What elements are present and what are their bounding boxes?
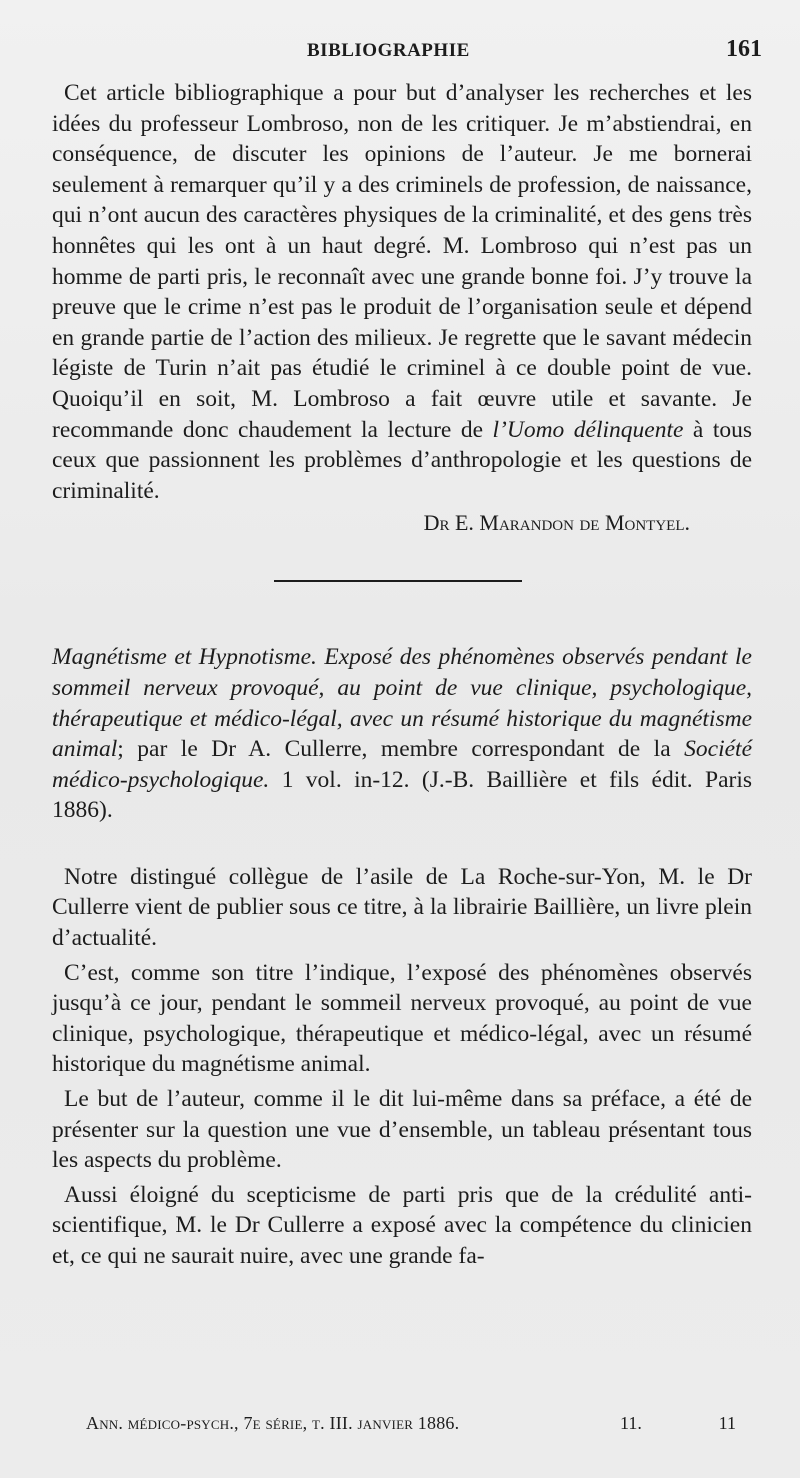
section-divider <box>274 580 522 582</box>
running-title: BIBLIOGRAPHIE <box>307 40 470 61</box>
signature-mark: 11. <box>620 1413 642 1433</box>
paragraph: Notre distingué collègue de l’asile de La Roche-sur-Yon, M. le Dr Cullerre vient de publier sous ce titre, à la librairie Baillière, un livre plein d’actualité. <box>52 863 752 952</box>
paragraph-text-end: à tous ceux que passionnent les problèmes d’anthropologie et les questions de criminalité. <box>52 416 752 504</box>
paragraph-text: Cet article bibliographique a pour but d’analyser les recherches et les idées du professeur Lombroso, non de les critiquer. Je m’abstiendrai, en conséquence, de discuter les opinions de l’auteur. Je me bornerai seulement à remarquer qu’il y a des criminels de profession, de naissance, qui n’ont aucun des caractères physiques de la criminalité, et des gens très honnêtes qui les ont à un haut degré. M. Lombroso qui n’est pas un homme de parti pris, le reconnaît avec une grande bonne foi. J’y trouve la preuve que le crime n’est pas le produit de l’organisation seule et dépend en grande partie de l’action des milieux. Je regrette que le savant médecin légiste de Turin n’ait pas étudié le criminel à ce double point de vue. Quoiqu’il en soit, M. Lombroso a fait œuvre utile et savante. Je recommande donc chaudement la lecture de <box>52 80 752 443</box>
sheet-number: 11 <box>718 1413 736 1433</box>
paragraph: Aussi éloigné du scepticisme de parti pris que de la crédulité anti-scientifique, M. le Dr Cullerre a exposé avec la compétence du clinicien et, ce qui ne saurait nuire, avec une grande fa- <box>52 1181 752 1269</box>
book-title: Magnétisme et Hypnotisme. Exposé des phénomènes observés pendant le sommeil nerveux provoqué, au point de vue clinique, psychologique, thérapeutique et médico-légal, avec un résumé historique du magnétisme animal <box>52 644 752 763</box>
paragraph: C’est, comme son titre l’indique, l’exposé des phénomènes observés jusqu’à ce jour, pendant le sommeil nerveux provoqué, au point de vue clinique, psychologique, thérapeutique et médico-légal, avec un résumé historique du magnétisme animal. <box>52 959 752 1078</box>
book-title: l’Uomo délinquente <box>492 416 684 443</box>
review-cullerre-heading <box>52 642 752 826</box>
page-footer <box>86 1413 736 1434</box>
society-name: Société médico-psychologique. <box>52 736 753 793</box>
book-author: ; par le Dr A. Cullerre, membre correspondant de la <box>117 736 671 763</box>
publication-info: 1 vol. in-12. (J.-B. Baillière et fils édit. Paris 1886). <box>52 766 752 824</box>
author-signature: Dr E. Marandon de Montyel. <box>423 510 690 536</box>
paragraph: Le but de l’auteur, comme il le dit lui-même dans sa préface, a été de présenter sur la question une vue d’ensemble, un tableau présentant tous les aspects du problème. <box>52 1086 752 1174</box>
review-lombroso-paragraph <box>52 78 752 506</box>
journal-reference: Ann. médico-psych., 7e série, t. III. janvier 1886. <box>86 1413 460 1433</box>
page-number: 161 <box>726 36 762 62</box>
review-lombroso <box>52 78 752 506</box>
review-cullerre-body <box>52 862 752 1272</box>
page-header <box>52 0 762 78</box>
